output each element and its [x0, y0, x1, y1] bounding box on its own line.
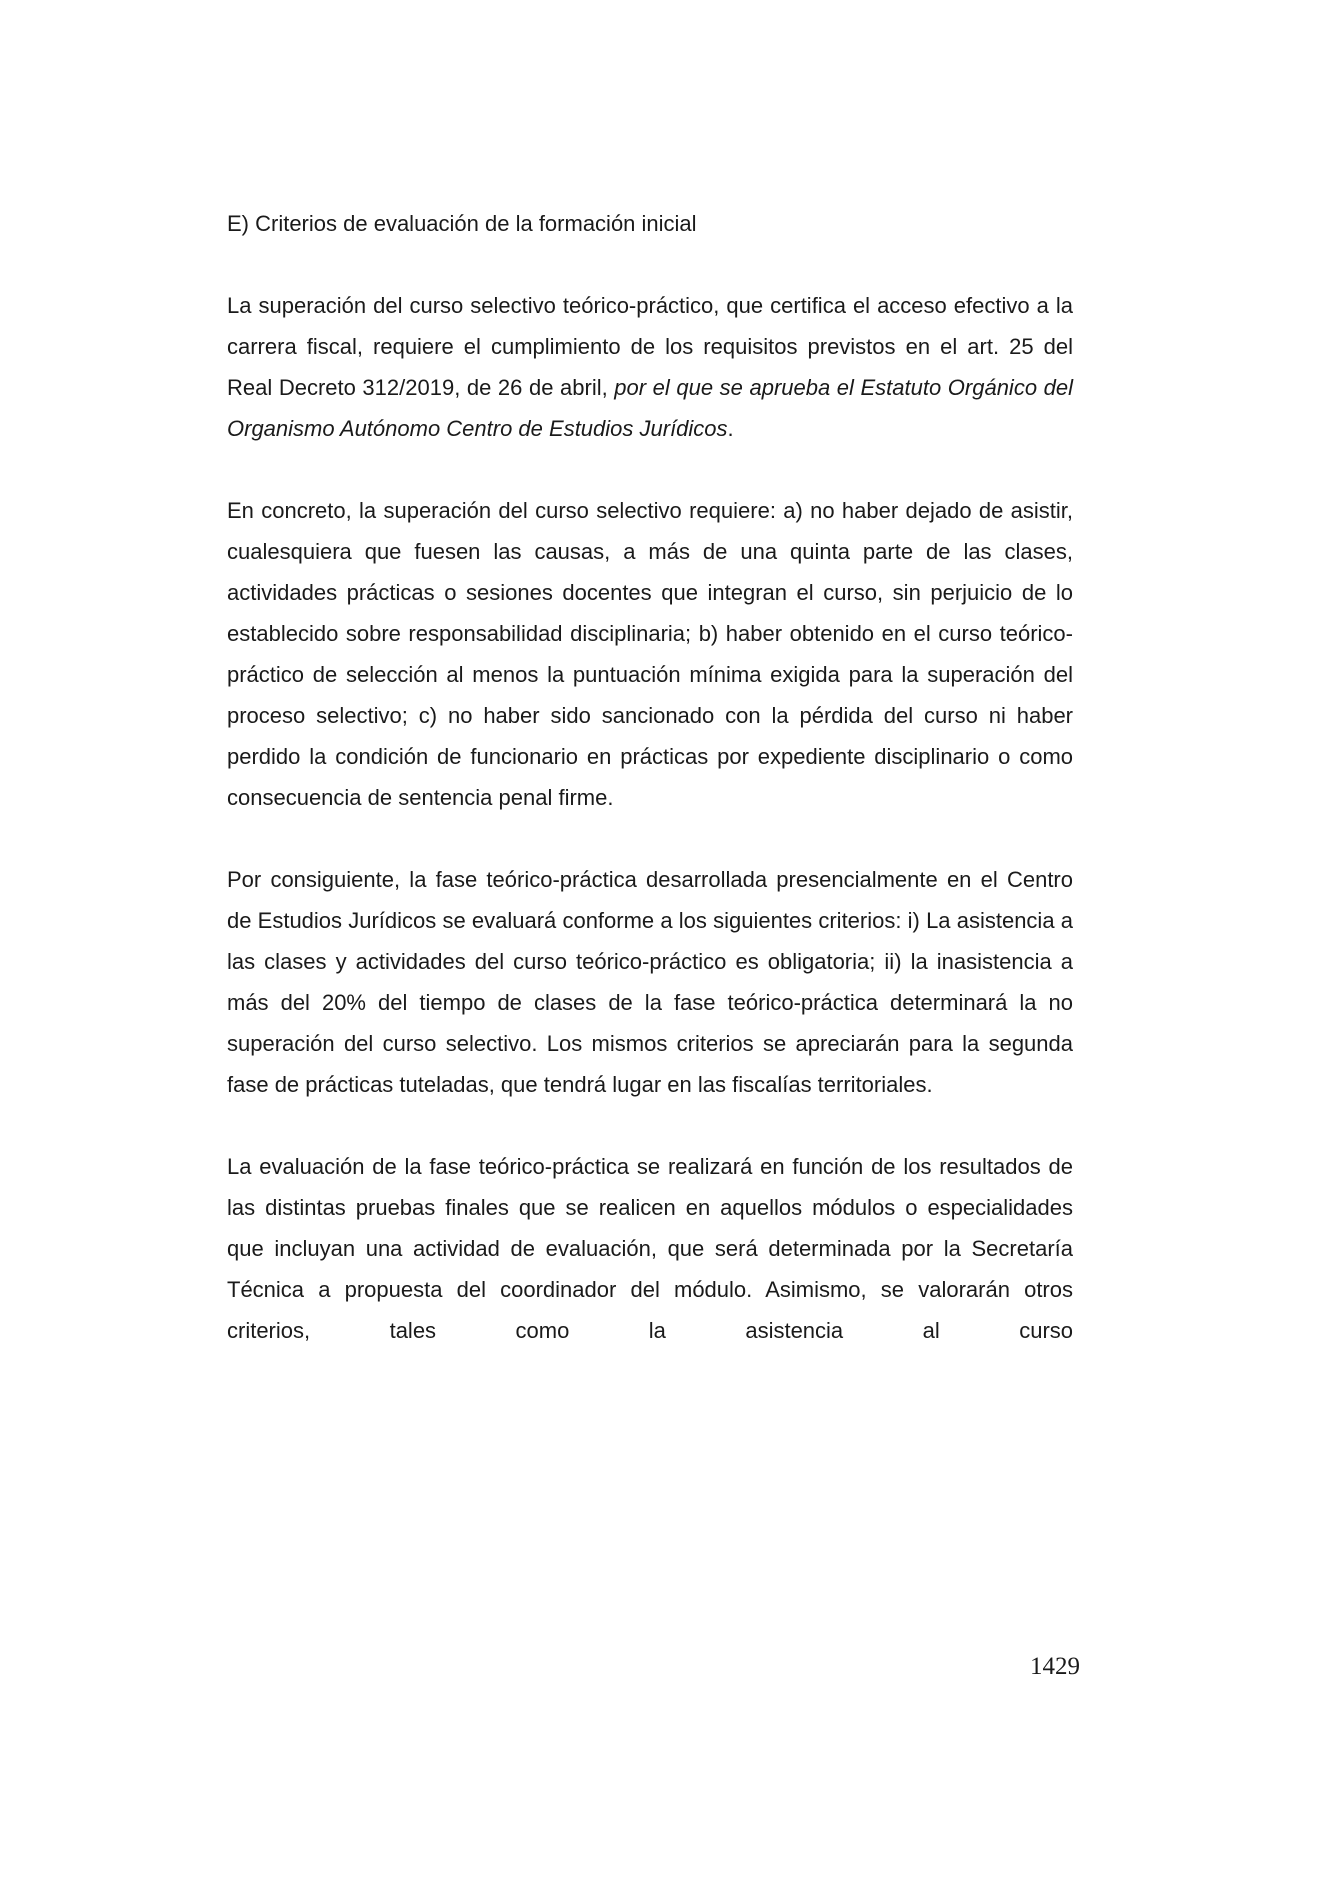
section-heading: E) Criterios de evaluación de la formación inicial — [227, 211, 697, 236]
statute-title-italic: por el que se aprueba el Estatuto Orgánico del Organismo Autónomo Centro de Estudios Jurídicos — [227, 375, 1073, 441]
paragraph-specific-conditions: En concreto, la superación del curso selectivo requiere: a) no haber dejado de asistir, cualesquiera que fuesen las causas, a más de una quinta parte de las clases, actividades prácticas o sesiones docentes que integran el curso, sin perjuicio de lo establecido sobre responsabilidad disciplinaria; b) haber obtenido en el curso teórico-práctico de selección al menos la puntuación mínima exigida para la superación del proceso selectivo; c) no haber sido sancionado con la pérdida del curso ni haber perdido la condición de funcionario en prácticas por expediente disciplinario o como consecuencia de sentencia penal firme. — [227, 498, 1073, 810]
page-number: 1429 — [1030, 1653, 1080, 1680]
paragraph-evaluation-method: La evaluación de la fase teórico-práctica se realizará en función de los resultados de las distintas pruebas finales que se realicen en aquellos módulos o especialidades que incluyan una actividad de evaluación, que será determinada por la Secretaría Técnica a propuesta del coordinador del módulo. Asimismo, se valorarán otros criterios, tales como la asistencia al curso — [227, 1154, 1073, 1343]
paragraph-requirements-end: . — [727, 416, 734, 441]
paragraph-requirements — [227, 285, 1073, 449]
page-content — [227, 203, 1073, 1351]
paragraph-evaluation-criteria: Por consiguiente, la fase teórico-práctica desarrollada presencialmente en el Centro de Estudios Jurídicos se evaluará conforme a los siguientes criterios: i) La asistencia a las clases y actividades del curso teórico-práctico es obligatoria; ii) la inasistencia a más del 20% del tiempo de clases de la fase teórico-práctica determinará la no superación del curso selectivo. Los mismos criterios se apreciarán para la segunda fase de prácticas tuteladas, que tendrá lugar en las fiscalías territoriales. — [227, 867, 1073, 1097]
paragraph-requirements-text: La superación del curso selectivo teórico-práctico, que certifica el acceso efectivo a la carrera fiscal, requiere el cumplimiento de los requisitos previstos en el art. 25 del Real Decreto 312/2019, de 26 de abril, — [227, 293, 1073, 400]
